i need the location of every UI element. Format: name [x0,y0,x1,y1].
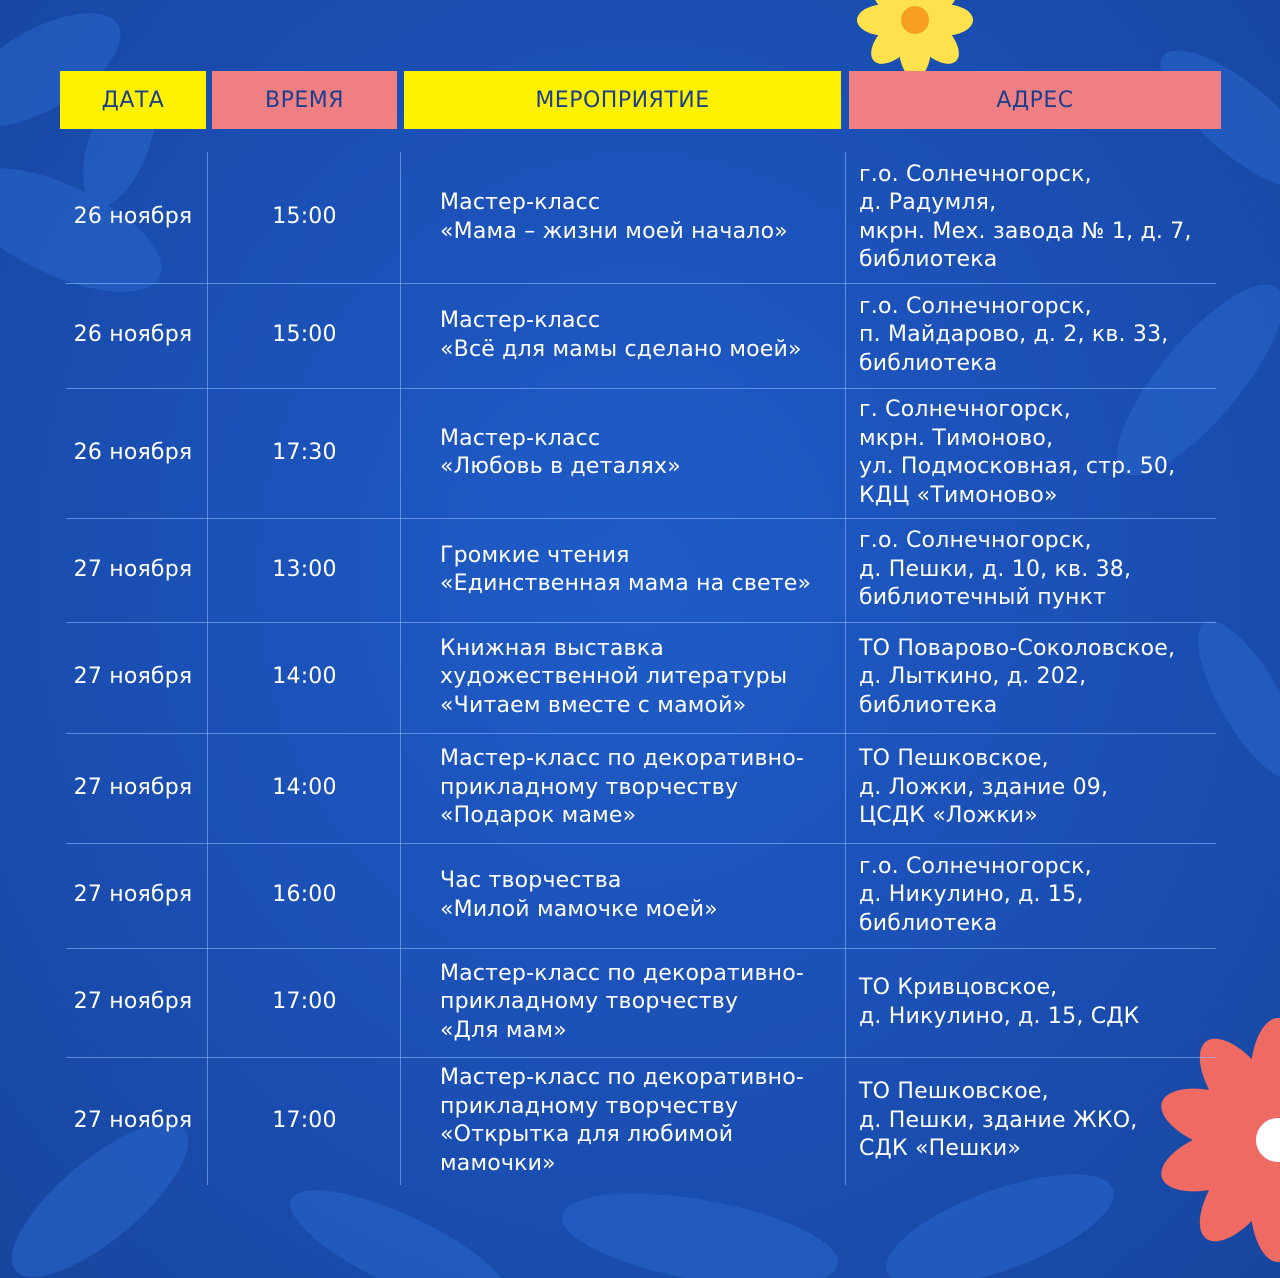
event-address-line: д. Пешки, д. 10, кв. 38, [859,556,1132,582]
event-time: 16:00 [272,882,337,908]
header-address: АДРЕС [849,71,1221,129]
event-title-line: прикладному творчеству [440,1093,739,1119]
event-address-line: д. Никулино, д. 15, [859,882,1084,908]
event-title [440,1057,842,1185]
event-title-line: «Любовь в деталях» [440,454,681,479]
event-address [859,518,1219,622]
event-date: 27 ноября [73,882,193,908]
event-date: 27 ноября [73,556,193,582]
event-address [859,843,1219,948]
event-title-line: Час творчества [440,868,622,893]
event-title-line: Мастер-класс [440,190,601,215]
event-title-line: «Для мам» [440,1017,567,1043]
event-address-line: мкрн. Мех. завода № 1, д. 7, [859,218,1192,244]
event-address-line: д. Пешки, здание ЖКО, [859,1107,1138,1133]
event-title-line: «Всё для мамы сделано моей» [440,336,802,362]
event-date: 26 ноября [73,439,193,465]
event-title-line: прикладному творчеству [440,774,739,800]
event-address-line: г.о. Солнечногорск, [859,161,1092,187]
event-address-line: библиотека [859,692,998,718]
event-address-line: библиотека [859,247,998,272]
event-title-line: прикладному творчеству [440,989,739,1015]
event-address-line: КДЦ «Тимоново» [859,482,1058,508]
event-address-line: ЦСДК «Ложки» [859,803,1038,829]
event-address [859,1057,1219,1185]
event-address-line: ТО Пешковское, [859,746,1049,772]
event-address [859,733,1219,843]
event-time: 15:00 [272,322,337,348]
event-title-line: Мастер-класс [440,308,601,333]
event-time: 14:00 [272,774,337,800]
event-title [440,152,842,283]
event-title [440,622,842,733]
event-address-line: библиотека [859,910,998,936]
event-date: 26 ноября [73,322,193,348]
event-title [440,733,842,843]
event-title [440,843,842,948]
event-date: 27 ноября [73,774,193,800]
event-address-line: д. Лыткино, д. 202, [859,664,1087,690]
event-title-line: Мастер-класс по декоративно- [440,960,805,986]
event-address-line: д. Радумля, [859,190,997,215]
event-address-line: д. Ложки, здание 09, [859,774,1109,800]
event-date: 27 ноября [73,989,193,1015]
event-title-line: Громкие чтения [440,542,630,568]
event-title-line: Мастер-класс по декоративно- [440,746,805,772]
event-date: 27 ноября [73,664,193,690]
event-title-line: «Открытка для любимой [440,1122,734,1147]
event-address [859,948,1219,1057]
event-address-line: ТО Поварово-Соколовское, [859,635,1176,661]
event-title [440,948,842,1057]
event-address-line: ТО Пешковское, [859,1079,1049,1105]
header-date: ДАТА [60,71,206,129]
event-title [440,388,842,518]
event-title-line: «Единственная мама на свете» [440,571,812,596]
event-address-line: СДК «Пешки» [859,1136,1022,1162]
event-address [859,283,1219,388]
event-address-line: г.о. Солнечногорск, [859,528,1092,554]
event-title [440,283,842,388]
event-date: 26 ноября [73,204,193,230]
event-address-line: ул. Подмосковная, стр. 50, [859,454,1176,479]
event-title-line: мамочки» [440,1150,556,1176]
event-address-line: д. Никулино, д. 15, СДК [859,1003,1140,1029]
event-time: 14:00 [272,664,337,690]
event-title [440,518,842,622]
column-divider [845,152,846,1185]
event-title-line: Книжная выставка [440,635,664,661]
event-title-line: «Читаем вместе с мамой» [440,692,747,718]
event-address-line: ТО Кривцовское, [859,975,1058,1000]
header-time: ВРЕМЯ [212,71,397,129]
event-address-line: г.о. Солнечногорск, [859,853,1092,879]
event-address-line: мкрн. Тимоново, [859,425,1054,451]
event-address-line: г.о. Солнечногорск, [859,293,1092,319]
event-address [859,152,1219,283]
event-time: 17:30 [272,439,337,465]
event-title-line: Мастер-класс [440,425,601,451]
event-time: 13:00 [272,556,337,582]
event-address-line: библиотека [859,350,998,376]
event-title-line: «Подарок маме» [440,803,637,829]
event-title-line: художественной литературы [440,664,788,690]
event-address-line: г. Солнечногорск, [859,397,1071,422]
event-time: 15:00 [272,204,337,230]
event-address [859,388,1219,518]
event-date: 27 ноября [73,1107,193,1133]
event-title-line: Мастер-класс по декоративно- [440,1065,805,1090]
event-address-line: библиотечный пункт [859,585,1107,611]
event-address [859,622,1219,733]
header-event: МЕРОПРИЯТИЕ [404,71,841,129]
event-title-line: «Мама – жизни моей начало» [440,218,788,244]
event-time: 17:00 [272,989,337,1015]
event-title-line: «Милой мамочке моей» [440,896,718,922]
event-time: 17:00 [272,1107,337,1133]
event-address-line: п. Майдарово, д. 2, кв. 33, [859,322,1169,348]
